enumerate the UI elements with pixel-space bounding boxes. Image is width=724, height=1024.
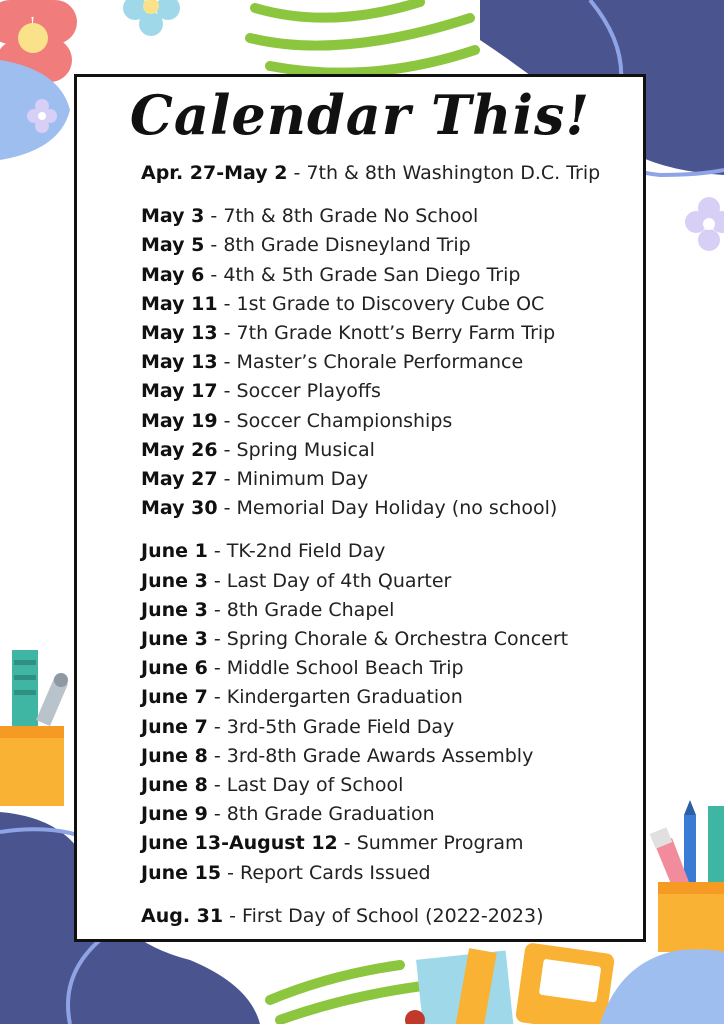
event-row xyxy=(141,596,600,625)
event-separator: - xyxy=(207,569,227,592)
event-separator: - xyxy=(337,832,357,855)
event-row xyxy=(141,800,600,829)
event-date: June 3 xyxy=(141,628,208,651)
event-description: Last Day of 4th Quarter xyxy=(226,569,452,592)
event-row xyxy=(141,261,600,290)
event-date: May 27 xyxy=(141,468,218,491)
event-separator: - xyxy=(207,657,227,680)
event-separator: - xyxy=(207,686,227,709)
event-date: June 7 xyxy=(141,715,208,738)
event-row xyxy=(141,290,600,319)
event-row xyxy=(141,407,600,436)
event-row xyxy=(141,436,600,465)
event-separator: - xyxy=(207,540,227,563)
event-date: June 15 xyxy=(141,861,222,884)
event-row xyxy=(141,537,600,566)
calendar-card xyxy=(74,74,646,942)
pencil-cup-icon xyxy=(650,800,724,952)
event-description: Soccer Championships xyxy=(236,409,453,432)
event-description: Summer Program xyxy=(356,832,524,855)
event-description: Kindergarten Graduation xyxy=(226,686,463,709)
green-squiggles xyxy=(250,2,475,73)
event-description: Report Cards Issued xyxy=(240,861,431,884)
event-description: Spring Musical xyxy=(236,438,375,461)
flower-icon xyxy=(685,197,724,251)
event-date: June 9 xyxy=(141,803,208,826)
event-separator: - xyxy=(207,715,227,738)
event-date: June 8 xyxy=(141,744,208,767)
event-description: First Day of School (2022-2023) xyxy=(242,904,544,927)
event-separator: - xyxy=(217,497,237,520)
event-row xyxy=(141,202,600,231)
event-separator: - xyxy=(217,438,237,461)
event-separator: - xyxy=(207,803,227,826)
event-separator: - xyxy=(217,292,237,315)
event-row xyxy=(141,713,600,742)
event-description: 8th Grade Graduation xyxy=(226,803,435,826)
event-description: Middle School Beach Trip xyxy=(226,657,464,680)
event-separator: - xyxy=(221,861,241,884)
event-description: Soccer Playoffs xyxy=(236,380,381,403)
event-separator: - xyxy=(217,380,237,403)
event-description: 7th & 8th Grade No School xyxy=(223,205,479,228)
event-row xyxy=(141,829,600,858)
event-row xyxy=(141,377,600,406)
event-description: Minimum Day xyxy=(236,468,369,491)
event-date: June 1 xyxy=(141,540,208,563)
event-group xyxy=(141,202,600,523)
event-description: 4th & 5th Grade San Diego Trip xyxy=(223,263,521,286)
event-row xyxy=(141,348,600,377)
event-date: May 17 xyxy=(141,380,218,403)
event-separator: - xyxy=(223,904,243,927)
event-description: 3rd-8th Grade Awards Assembly xyxy=(226,744,534,767)
event-description: 7th Grade Knott’s Berry Farm Trip xyxy=(236,322,556,345)
event-separator: - xyxy=(207,628,227,651)
event-group xyxy=(141,902,600,931)
event-description: Master’s Chorale Performance xyxy=(236,351,524,374)
event-row xyxy=(141,771,600,800)
pencil-cup-icon xyxy=(0,650,68,806)
event-date: June 8 xyxy=(141,774,208,797)
event-row xyxy=(141,625,600,654)
event-row xyxy=(141,319,600,348)
event-description: 1st Grade to Discovery Cube OC xyxy=(236,292,545,315)
event-date: May 5 xyxy=(141,234,205,257)
event-row xyxy=(141,683,600,712)
event-date: May 30 xyxy=(141,497,218,520)
event-row xyxy=(141,159,600,188)
event-date: May 6 xyxy=(141,263,205,286)
event-separator: - xyxy=(207,598,227,621)
event-list xyxy=(141,159,600,945)
event-description: Last Day of School xyxy=(226,774,404,797)
event-separator: - xyxy=(204,205,224,228)
event-date: Aug. 31 xyxy=(141,904,224,927)
event-separator: - xyxy=(287,162,307,184)
event-description: 8th Grade Disneyland Trip xyxy=(223,234,471,257)
event-row xyxy=(141,494,600,523)
notebook-icon xyxy=(405,942,615,1024)
event-group xyxy=(141,537,600,887)
event-separator: - xyxy=(204,263,224,286)
event-description: TK-2nd Field Day xyxy=(226,540,386,563)
green-squiggles xyxy=(270,965,430,1020)
event-date: May 19 xyxy=(141,409,218,432)
blue-blob xyxy=(600,949,724,1024)
event-row xyxy=(141,654,600,683)
event-separator: - xyxy=(217,409,237,432)
event-row xyxy=(141,902,600,931)
event-date: May 11 xyxy=(141,292,218,315)
event-date: June 13-August 12 xyxy=(141,832,338,855)
event-separator: - xyxy=(217,351,237,374)
event-date: May 3 xyxy=(141,205,205,228)
event-date: June 3 xyxy=(141,598,208,621)
event-description: 3rd-5th Grade Field Day xyxy=(226,715,455,738)
event-separator: - xyxy=(217,468,237,491)
flower-icon xyxy=(123,0,180,36)
event-description: Memorial Day Holiday (no school) xyxy=(236,497,558,520)
event-separator: - xyxy=(204,234,224,257)
event-row xyxy=(141,231,600,260)
event-description: 7th & 8th Washington D.C. Trip xyxy=(306,162,601,184)
page-title: Calendar This! xyxy=(129,83,591,147)
event-group xyxy=(141,159,600,188)
event-separator: - xyxy=(207,774,227,797)
event-row xyxy=(141,567,600,596)
event-separator: - xyxy=(207,744,227,767)
event-separator: - xyxy=(217,322,237,345)
event-description: 8th Grade Chapel xyxy=(226,598,395,621)
event-date: June 7 xyxy=(141,686,208,709)
event-date: May 13 xyxy=(141,322,218,345)
event-date: May 26 xyxy=(141,438,218,461)
event-date: Apr. 27-May 2 xyxy=(141,162,288,184)
event-date: June 6 xyxy=(141,657,208,680)
event-date: June 3 xyxy=(141,569,208,592)
event-row xyxy=(141,742,600,771)
event-row xyxy=(141,465,600,494)
event-date: May 13 xyxy=(141,351,218,374)
event-description: Spring Chorale & Orchestra Concert xyxy=(226,628,569,651)
event-row xyxy=(141,859,600,888)
